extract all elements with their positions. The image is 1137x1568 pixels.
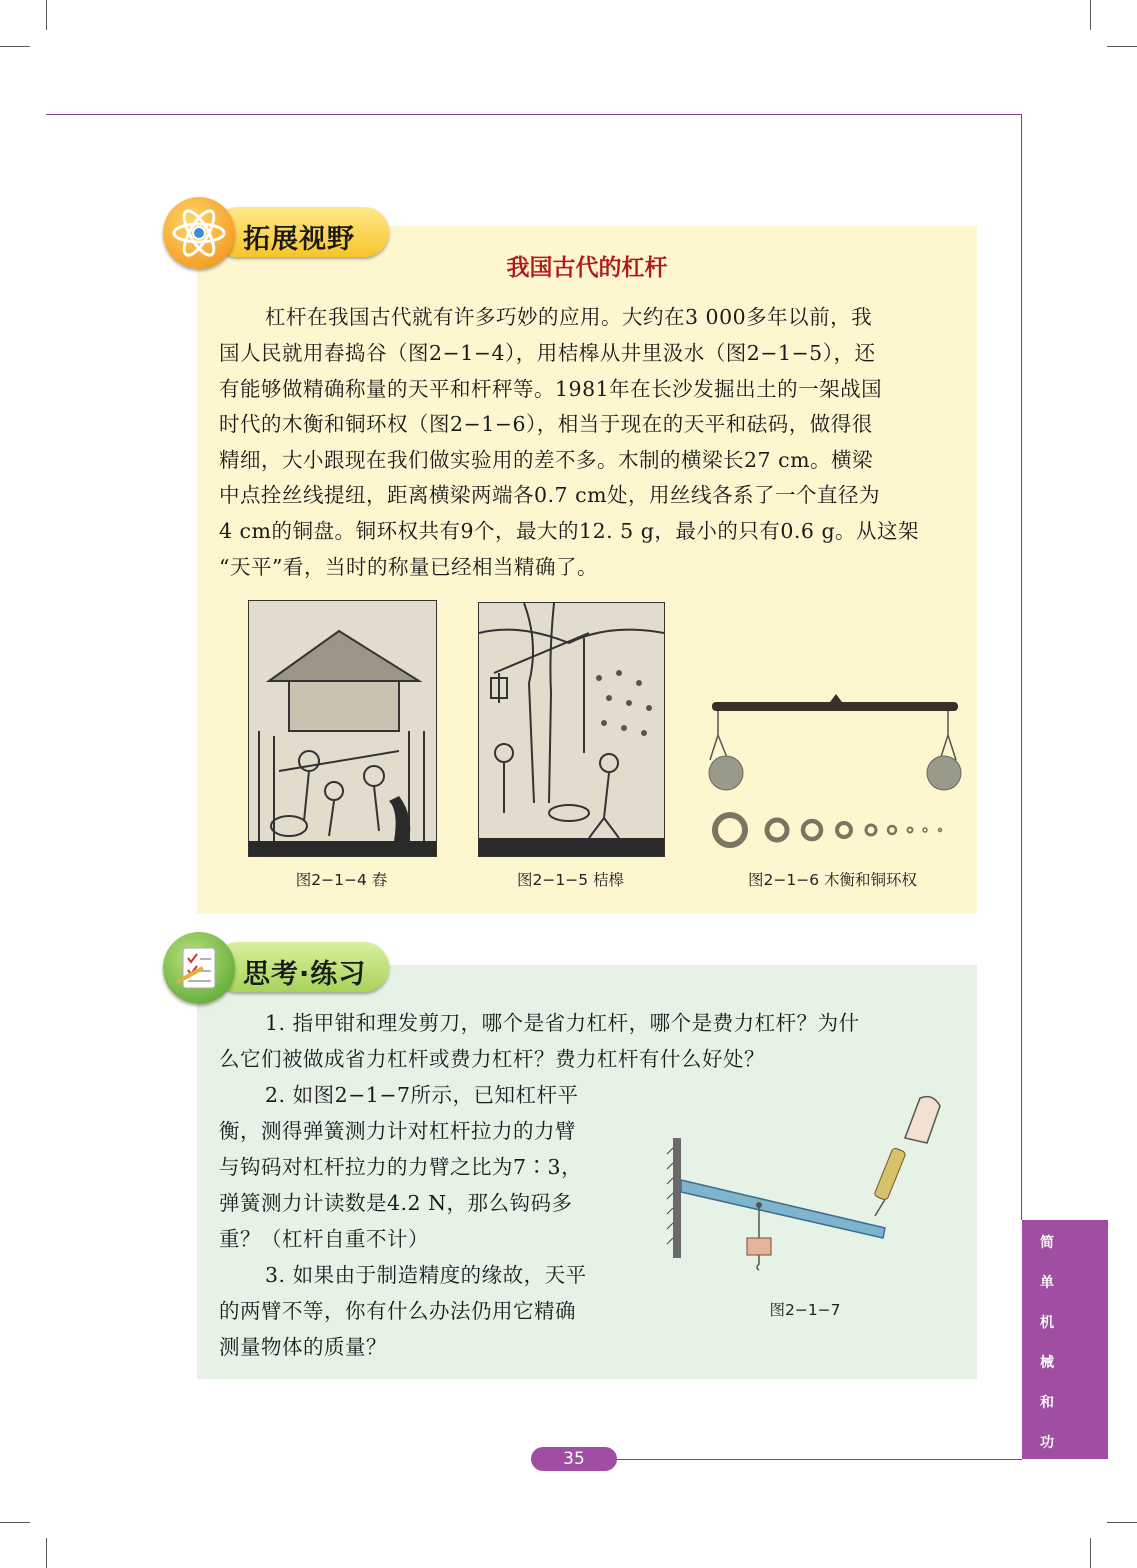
figure-balance-and-weights: [700, 690, 965, 850]
section-title: 我国古代的杠杆: [506, 255, 668, 281]
exercise-line: 2. 如图2−1−7所示，已知杠杆平: [265, 1083, 579, 1107]
exercise-line: 么它们被做成省力杠杆或费力杠杆？费力杠杆有什么好处？: [219, 1047, 765, 1071]
reading-line: “天平”看，当时的称量已经相当精确了。: [219, 555, 598, 579]
page-frame-top: [46, 114, 1022, 115]
crop-mark: [1090, 0, 1091, 30]
reading-line: 4 cm的铜盘。铜环权共有9个，最大的12. 5 g，最小的只有0.6 g。从这架: [219, 519, 920, 543]
side-tab-char: 机: [1040, 1315, 1054, 1331]
figure-mortar-woodcut: [248, 600, 437, 857]
side-tab-char: 械: [1040, 1355, 1054, 1371]
badge-label: 拓展视野: [243, 224, 355, 255]
reading-line: 中点拴丝线提纽，距离横梁两端各0.7 cm处，用丝线各系了一个直径为: [219, 483, 881, 507]
figure-caption: 图2−1−6 木衡和铜环权: [748, 871, 917, 889]
side-tab-char: 简: [1040, 1235, 1054, 1251]
crop-mark: [46, 0, 47, 30]
page-frame-right: [1021, 114, 1022, 1220]
exercise-line: 与钩码对杠杆拉力的力臂之比为7∶3，: [219, 1155, 583, 1179]
crop-mark: [1107, 46, 1137, 47]
exercise-line: 衡，测得弹簧测力计对杠杆拉力的力臂: [219, 1119, 576, 1143]
notepad-icon: [163, 932, 235, 1004]
figure-caption: 图2−1−5 桔槔: [517, 871, 624, 889]
figure-caption: 图2−1−4 舂: [295, 871, 388, 889]
exercise-line: 3. 如果由于制造精度的缘故，天平: [265, 1263, 587, 1287]
figure-well-sweep-woodcut: [478, 602, 665, 857]
side-tab-char: 和: [1040, 1395, 1054, 1411]
exercise-line: 弹簧测力计读数是4.2 N，那么钩码多: [219, 1191, 573, 1215]
reading-line: 有能够做精确称量的天平和杆秤等。1981年在长沙发掘出土的一架战国: [219, 377, 883, 401]
figure-lever-spring-scale: [665, 1088, 955, 1278]
exercise-line: 的两臂不等，你有什么办法仍用它精确: [219, 1299, 576, 1323]
page-number-rule: [617, 1459, 1022, 1460]
exercise-line: 重？（杠杆自重不计）: [219, 1227, 429, 1251]
chapter-side-tab: [1022, 1220, 1108, 1459]
practice-badge: [163, 938, 391, 996]
crop-mark: [0, 1522, 30, 1523]
exercise-line: 1. 指甲钳和理发剪刀，哪个是省力杠杆，哪个是费力杠杆？为什: [265, 1011, 860, 1035]
crop-mark: [0, 46, 30, 47]
reading-line: 杠杆在我国古代就有许多巧妙的应用。大约在3 000多年以前，我: [265, 305, 873, 329]
reading-line: 精细，大小跟现在我们做实验用的差不多。木制的横梁长27 cm。横梁: [219, 448, 874, 472]
crop-mark: [46, 1538, 47, 1568]
badge-label: 思考·练习: [243, 959, 367, 990]
page-number: 35: [531, 1447, 617, 1471]
exercise-line: 测量物体的质量？: [219, 1335, 387, 1359]
reading-line: 国人民就用舂捣谷（图2−1−4），用桔槔从井里汲水（图2−1−5），还: [219, 341, 876, 365]
side-tab-char: 功: [1040, 1435, 1054, 1451]
crop-mark: [1090, 1538, 1091, 1568]
side-tab-char: 单: [1040, 1275, 1054, 1291]
figure-caption: 图2−1−7: [769, 1301, 841, 1319]
crop-mark: [1107, 1522, 1137, 1523]
reading-line: 时代的木衡和铜环权（图2−1−6），相当于现在的天平和砝码，做得很: [219, 412, 873, 436]
